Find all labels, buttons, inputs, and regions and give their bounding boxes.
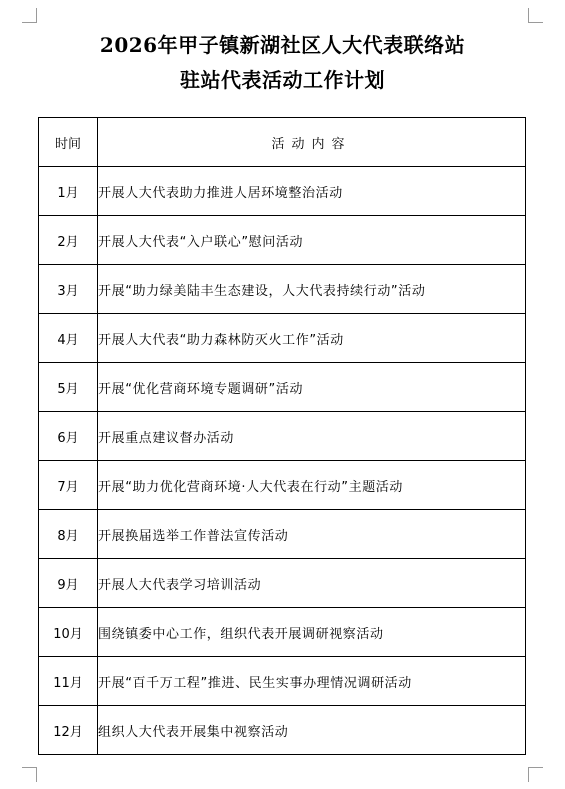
row-time: 10月 bbox=[39, 608, 98, 657]
row-time: 4月 bbox=[39, 314, 98, 363]
row-content: 开展“助力绿美陆丰生态建设，人大代表持续行动”活动 bbox=[98, 265, 526, 314]
table-row bbox=[39, 265, 526, 314]
row-time: 11月 bbox=[39, 657, 98, 706]
crop-mark-top-right bbox=[528, 8, 543, 23]
row-content: 开展人大代表“入户联心”慰问活动 bbox=[98, 216, 526, 265]
row-time: 5月 bbox=[39, 363, 98, 412]
row-time: 12月 bbox=[39, 706, 98, 755]
table-row bbox=[39, 559, 526, 608]
row-content: 开展人大代表“助力森林防灭火工作”活动 bbox=[98, 314, 526, 363]
table-row bbox=[39, 216, 526, 265]
table-row bbox=[39, 706, 526, 755]
table-header-row bbox=[39, 118, 526, 167]
row-content: 开展人大代表学习培训活动 bbox=[98, 559, 526, 608]
table-row bbox=[39, 461, 526, 510]
activity-plan-table bbox=[38, 117, 526, 755]
row-content: 组织人大代表开展集中视察活动 bbox=[98, 706, 526, 755]
row-content: 开展人大代表助力推进人居环境整治活动 bbox=[98, 167, 526, 216]
table-row bbox=[39, 412, 526, 461]
header-content: 活动内容 bbox=[98, 118, 526, 167]
crop-mark-top-left bbox=[22, 8, 37, 23]
row-time: 9月 bbox=[39, 559, 98, 608]
table-row bbox=[39, 608, 526, 657]
document-title-line-1: 2026年甲子镇新湖社区人大代表联络站 bbox=[99, 33, 466, 57]
table-row bbox=[39, 363, 526, 412]
row-content: 开展换届选举工作普法宣传活动 bbox=[98, 510, 526, 559]
row-time: 3月 bbox=[39, 265, 98, 314]
row-content: 开展“优化营商环境专题调研”活动 bbox=[98, 363, 526, 412]
row-content: 开展“助力优化营商环境·人大代表在行动”主题活动 bbox=[98, 461, 526, 510]
row-time: 1月 bbox=[39, 167, 98, 216]
row-time: 2月 bbox=[39, 216, 98, 265]
crop-mark-bottom-left bbox=[22, 767, 37, 782]
crop-mark-bottom-right bbox=[528, 767, 543, 782]
row-content: 开展重点建议督办活动 bbox=[98, 412, 526, 461]
table-row bbox=[39, 657, 526, 706]
document-title-line-2: 驻站代表活动工作计划 bbox=[180, 68, 385, 92]
row-time: 7月 bbox=[39, 461, 98, 510]
header-time: 时间 bbox=[39, 118, 98, 167]
row-content: 开展“百千万工程”推进、民生实事办理情况调研活动 bbox=[98, 657, 526, 706]
row-content: 围绕镇委中心工作，组织代表开展调研视察活动 bbox=[98, 608, 526, 657]
table-row bbox=[39, 510, 526, 559]
table-row bbox=[39, 167, 526, 216]
row-time: 6月 bbox=[39, 412, 98, 461]
table-row bbox=[39, 314, 526, 363]
row-time: 8月 bbox=[39, 510, 98, 559]
